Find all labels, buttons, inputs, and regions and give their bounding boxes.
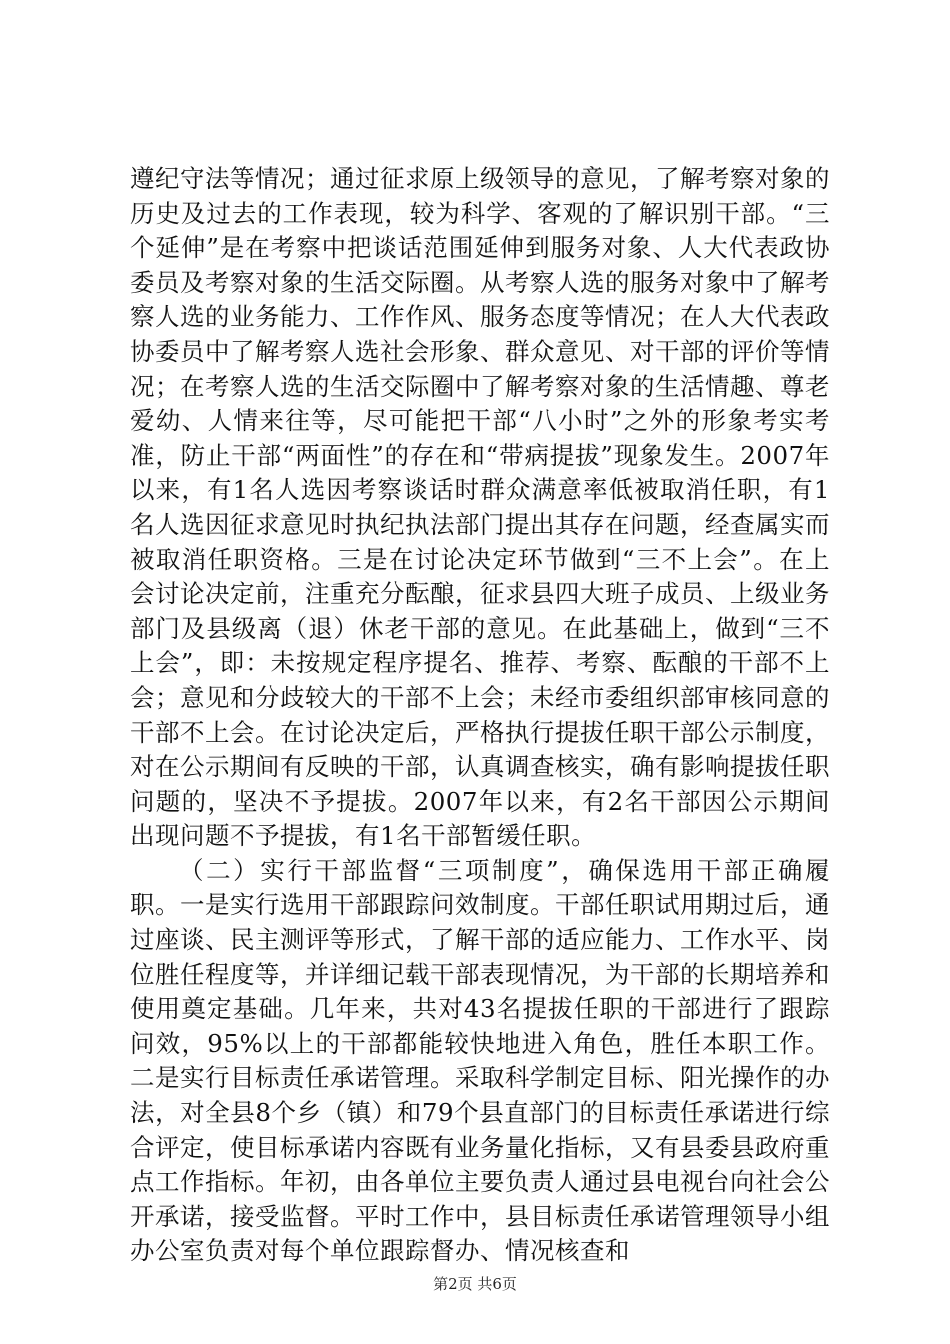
paragraph-2: （二）实行干部监督“三项制度”，确保选用干部正确履职。一是实行选用干部跟踪问效制度。干部任职试用期过后，通过座谈、民主测评等形式，了解干部的适应能力、工作水平、岗位胜任程度等，并详细记载干部表现情况，为干部的长期培养和使用奠定基础。几年来，共对43名提拔任职的干部进行了跟踪问效，95%以上的干部都能较快地进入角色，胜任本职工作。二是实行目标责任承诺管理。采取科学制定目标、阳光操作的办法，对全县8个乡（镇）和79个县直部门的目标责任承诺进行综合评定，使目标承诺内容既有业务量化指标，又有县委县政府重点工作指标。年初，由各单位主要负责人通过县电视台向社会公开承诺，接受监督。平时工作中，县目标责任承诺管理领导小组办公室负责对每个单位跟踪督办、情况核查和 [130,855,830,1266]
paragraph-1: 遵纪守法等情况；通过征求原上级领导的意见，了解考察对象的历史及过去的工作表现，较为科学、客观的了解识别干部。“三个延伸”是在考察中把谈话范围延伸到服务对象、人大代表政协委员及考察对象的生活交际圈。从考察人选的服务对象中了解考察人选的业务能力、工作作风、服务态度等情况；在人大代表政协委员中了解考察人选社会形象、群众意见、对干部的评价等情况；在考察人选的生活交际圈中了解考察对象的生活情趣、尊老爱幼、人情来往等，尽可能把干部“八小时”之外的形象考实考准，防止干部“两面性”的存在和“带病提拔”现象发生。2007年以来，有1名人选因考察谈话时群众满意率低被取消任职，有1名人选因征求意见时执纪执法部门提出其存在问题，经查属实而被取消任职资格。三是在讨论决定环节做到“三不上会”。在上会讨论决定前，注重充分酝酿，征求县四大班子成员、上级业务部门及县级离（退）休老干部的意见。在此基础上，做到“三不上会”，即：未按规定程序提名、推荐、考察、酝酿的干部不上会；意见和分歧较大的干部不上会；未经市委组织部审核同意的干部不上会。在讨论决定后，严格执行提拔任职干部公示制度，对在公示期间有反映的干部，认真调查核实，确有影响提拔任职问题的，坚决不予提拔。2007年以来，有2名干部因公示期间出现问题不予提拔，有1名干部暂缓任职。 [130,164,830,851]
page-footer: 第2页 共6页 [433,1275,517,1293]
document-body [130,162,830,1269]
